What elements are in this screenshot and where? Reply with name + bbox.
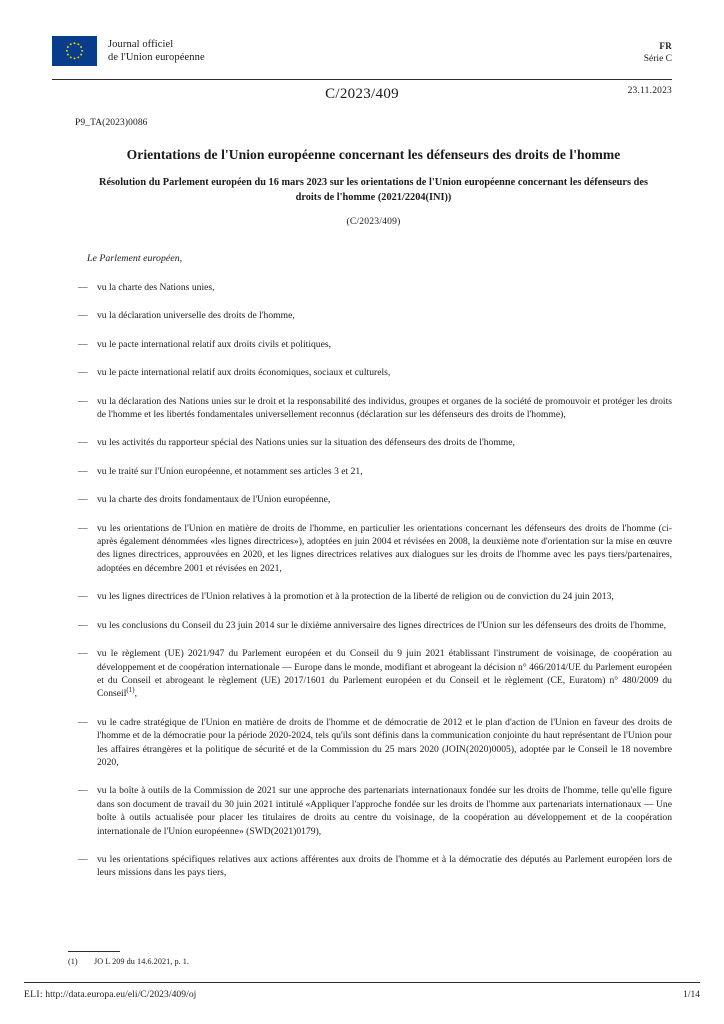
citation-item <box>75 436 672 449</box>
citation-item <box>75 395 672 422</box>
masthead-divider <box>52 79 672 80</box>
citation-item <box>75 493 672 506</box>
masthead <box>52 36 672 66</box>
eu-flag-icon <box>52 36 97 66</box>
ta-reference: P9_TA(2023)0086 <box>75 118 148 128</box>
citation-main-text: vu le règlement (UE) 2021/947 du Parlement européen et du Conseil du 9 juin 2021 établissant l'instrument de voisinage, de coopération au développement et de coopération internationale — Europe dans le monde, modifiant et abrogeant la décision n° 466/2014/UE du Parlement européen et du Conseil et abrogeant le règlement (UE) 2017/1601 du Parlement européen et du Conseil et le règlement (CE, Euratom) n° 480/2009 du Conseil <box>97 648 672 700</box>
citation-dash: — <box>78 591 88 603</box>
citation-item <box>75 784 672 838</box>
citation-dash: — <box>78 282 88 293</box>
page-footer <box>24 989 700 1000</box>
citation-dash: — <box>78 338 88 350</box>
page-number: 1/14 <box>683 990 700 1000</box>
citation-text: vu la charte des Nations unies, <box>97 282 215 293</box>
document-code: C/2023/409 <box>325 86 399 102</box>
citation-text: vu la déclaration des Nations unies sur le droit et la responsabilité des individus, groupes et organes de la société de promouvoir et protéger les droits de l'homme et les libertés fondamentales universellement reconnus (déclaration sur les défenseurs des droits de l'homme), <box>97 395 672 421</box>
citation-dash: — <box>78 619 88 631</box>
citation-text: vu le traité sur l'Union européenne, et notamment ses articles 3 et 21, <box>97 465 363 477</box>
citation-item <box>75 465 672 478</box>
citation-item <box>75 590 672 603</box>
series-label: Série C <box>643 54 672 64</box>
citation-item <box>75 853 672 880</box>
citation-dash: — <box>78 716 88 728</box>
citation-dash: — <box>78 437 88 449</box>
citation-dash: — <box>78 395 88 407</box>
lead-in-text: Le Parlement européen, <box>87 253 183 264</box>
journal-name <box>108 38 205 64</box>
journal-name-line1: Journal officiel <box>108 39 174 50</box>
language-code: FR <box>659 41 672 51</box>
citation-dash: — <box>78 465 88 477</box>
citation-item <box>75 281 672 294</box>
citation-dash: — <box>78 494 88 506</box>
citation-text: vu la déclaration universelle des droits de l'homme, <box>97 310 295 322</box>
citation-text <box>97 647 672 701</box>
citation-dash: — <box>78 648 88 660</box>
citation-item <box>75 619 672 632</box>
document-body <box>75 118 672 895</box>
document-subtitle: Résolution du Parlement européen du 16 mars 2023 sur les orientations de l'Union européenne concernant les défenseurs des droits de l'homme (2021/2204(INI)) <box>98 177 648 203</box>
eli-link[interactable]: http://data.europa.eu/eli/C/2023/409/oj <box>45 989 197 1000</box>
citation-text: vu le cadre stratégique de l'Union en matière de droits de l'homme et de démocratie de 2012 et le plan d'action de l'Union en faveur des droits de l'homme et de la démocratie pour la période 2020-2024, tels qu'ils sont définis dans la communication conjointe du haut représentant de l'Union pour les affaires étrangères et la politique de sécurité et de la Commission du 25 mars 2020 (JOIN(2020)0005), adoptée par le Conseil le 18 novembre 2020, <box>97 716 672 768</box>
citation-item <box>75 309 672 322</box>
eli-identifier <box>24 989 196 1000</box>
citation-dash: — <box>78 367 88 379</box>
publication-date: 23.11.2023 <box>627 86 672 96</box>
citation-dash: — <box>78 785 88 797</box>
page-title: Orientations de l'Union européenne concernant les défenseurs des droits de l'homme <box>126 147 621 162</box>
citation-text: vu les conclusions du Conseil du 23 juin 2014 sur le dixième anniversaire des lignes directrices de l'Union sur les défenseurs des droits de l'homme, <box>97 619 666 631</box>
citation-dash: — <box>78 853 88 865</box>
citation-item <box>75 338 672 351</box>
footnote-entry <box>68 957 189 966</box>
citation-item <box>75 366 672 379</box>
citation-text: vu le pacte international relatif aux droits civils et politiques, <box>97 338 332 350</box>
citation-text: vu les orientations spécifiques relatives aux actions afférentes aux droits de l'homme et à la démocratie des députés au Parlement européen lors de leurs missions dans les pays tiers, <box>97 853 672 879</box>
eli-label: ELI: <box>24 989 43 1000</box>
footnote-marker: (1) <box>68 957 78 966</box>
citation-item <box>75 522 672 576</box>
document-identification-row <box>52 86 672 102</box>
footnote-divider <box>68 951 120 952</box>
footer-divider <box>24 982 700 983</box>
citation-text: vu le pacte international relatif aux droits économiques, sociaux et culturels, <box>97 367 391 379</box>
citation-trailing-punctuation: , <box>134 688 138 700</box>
citation-dash: — <box>78 522 88 534</box>
citation-text: vu les orientations de l'Union en matière de droits de l'homme, en particulier les orientations concernant les défenseurs des droits de l'homme (ci-après également dénommées «les lignes directrices»), adoptées en juin 2004 et révisées en 2008, la deuxième note d'orientation sur la mise en œuvre des lignes directrices, approuvées en 2020, et les lignes directrices relatives aux dialogues sur les droits de l'homme avec les pays tiers/partenaires, adoptées en décembre 2001 et révisées en 2021, <box>97 522 672 574</box>
footnote-reference[interactable]: (1) <box>126 686 135 695</box>
citations-list <box>75 281 672 880</box>
journal-name-line2: de l'Union européenne <box>108 52 205 63</box>
citation-text: vu la charte des droits fondamentaux de l'Union européenne, <box>97 494 331 506</box>
document-number: (C/2023/409) <box>346 216 401 227</box>
masthead-meta <box>644 40 672 66</box>
footnote-text: JO L 209 du 14.6.2021, p. 1. <box>94 957 190 966</box>
masthead-branding <box>52 36 205 66</box>
citation-text: vu la boîte à outils de la Commission de 2021 sur une approche des partenariats internationaux fondée sur les droits de l'homme, telle qu'elle figure dans son document de travail du 30 juin 2021 intitulé «Appliquer l'approche fondée sur les droits de l'homme aux partenariats internationaux — Une boîte à outils actualisée pour placer les titulaires de droits au centre du voisinage, de la coopération au développement et de la coopération internationale de l'Union européenne» (SWD(2021)0179), <box>97 785 672 837</box>
citation-text: vu les lignes directrices de l'Union relatives à la promotion et à la protection de la liberté de religion ou de conviction du 24 juin 2013, <box>97 591 614 603</box>
citation-dash: — <box>78 310 88 322</box>
citation-item <box>75 716 672 770</box>
citation-text: vu les activités du rapporteur spécial des Nations unies sur la situation des défenseurs des droits de l'homme, <box>97 437 515 449</box>
citation-item-with-footnote <box>75 647 672 701</box>
